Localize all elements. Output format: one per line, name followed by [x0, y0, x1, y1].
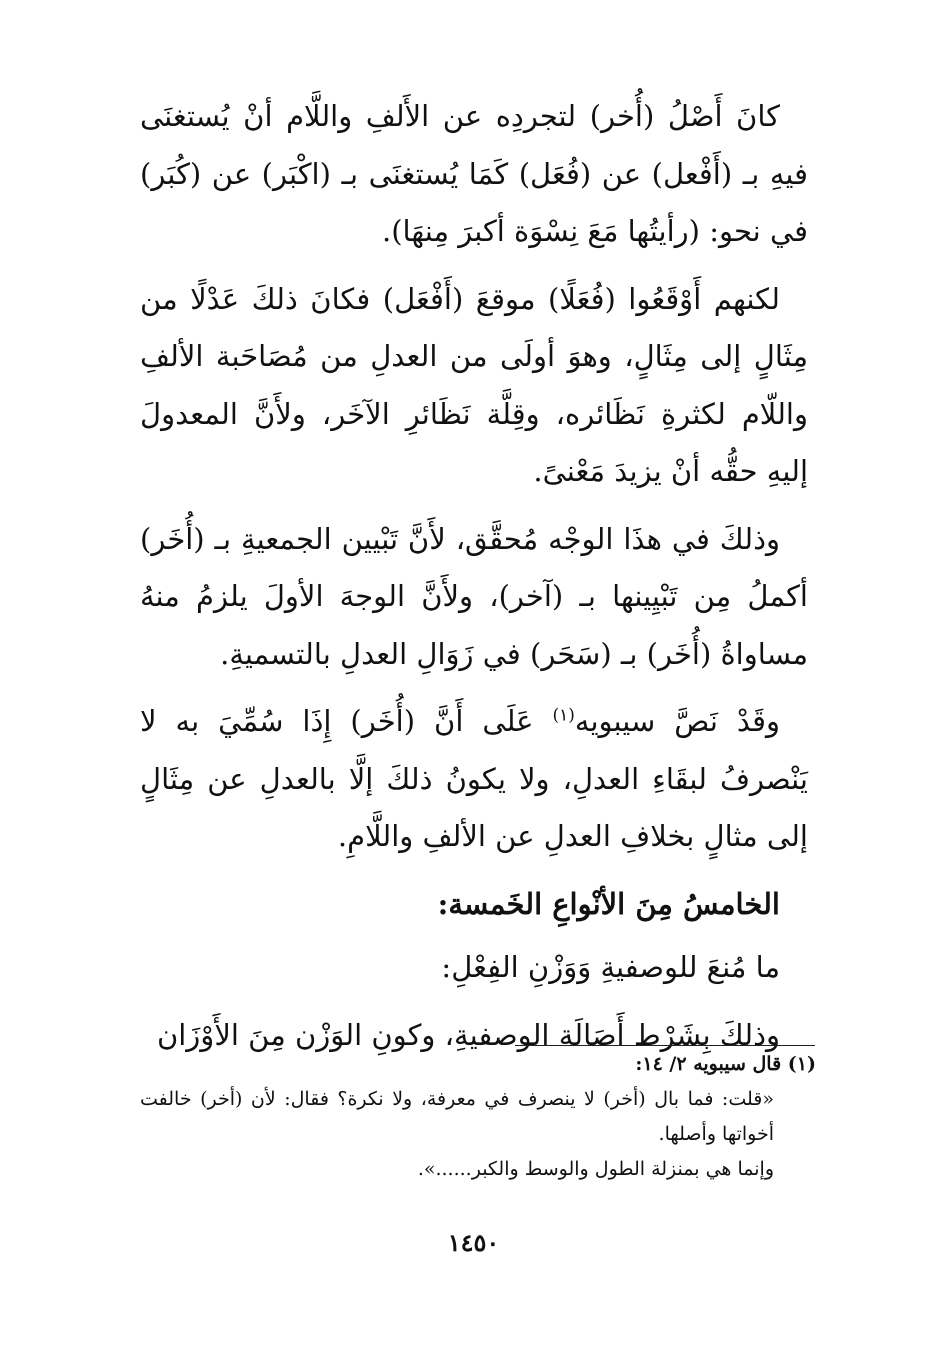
section-subheading: ما مُنعَ للوصفيةِ وَوَزْنِ الفِعْلِ:: [441, 950, 780, 984]
paragraph-4-start: وقَدْ نَصَّ سيبويه: [574, 704, 780, 738]
footnote-reference[interactable]: (١): [552, 705, 575, 726]
paragraph-3: وذلكَ في هذَا الوجْه مُحقَّق، لأَنَّ تَبْيين الجمعيةِ بـ (أُخَر) أكملُ مِن تَبْيِينها بـ (آخر)، ولأَنَّ الوجهَ الأولَ يلزمُ منهُ مساواةُ (أُخَر) بـ (سَحَر) في زَوَالِ العدلِ بالتسميةِ.: [140, 521, 808, 671]
footnote-quote: «قلت: فما بال (أخر) لا ينصرف في معرفة، ولا نكرة؟ فقال: لأن (أخر) خالفت أخواتها وأصلها.: [140, 1088, 774, 1145]
footnote-divider: [515, 1045, 815, 1046]
paragraph-5: وذلكَ بِشَرْط أَصَالَة الوصفيةِ، وكونِ الوَزْن مِنَ الأَوْزَان: [156, 1017, 780, 1052]
paragraph-2: لكنهم أَوْقَعُوا (فُعَلًا) موقعَ (أَفْعَل) فكانَ ذلكَ عَدْلًا من مِثَالٍ إلى مِثَالٍ، وهوَ أولَى من العدلِ من مُصَاحَبة الألفِ واللّام لكثرةِ نَظَائره، وقِلَّة نَظَائرِ الآخَر، ولأَنَّ المعدولَ إليهِ حقُّه أنْ يزيدَ مَعْنىً.: [140, 281, 808, 488]
footnotes: [140, 1047, 816, 1187]
paragraph-4: [140, 693, 808, 866]
footnote-title: (١) قال سيبويه ٢/ ١٤:: [635, 1053, 816, 1075]
paragraph-1: كانَ أَصْلُ (أُخر) لتجردِه عن الأَلفِ واللَّام أنْ يُستغنَى فيهِ بـ (أَفْعل) عن (فُعَل) كَمَا يُستغنَى بـ (اكْبَر) عن (كُبَر) في نحو: (رأيتُها مَعَ نِسْوَة أكبرَ مِنهَا).: [140, 99, 808, 248]
footnote-continuation: وإنما هي بمنزلة الطول والوسط والكبر......».: [417, 1158, 774, 1180]
paragraph-4-rest: عَلَى أَنَّ (أُخَر) إِذَا سُمِّيَ به لا يَنْصرفُ لبقَاءِ العدلِ، ولا يكونُ ذلكَ إلَّا بالعدلِ عن مِثَالٍ إلى مثالٍ بخلافِ العدلِ عن الألفِ واللَّامِ.: [140, 704, 808, 853]
page-number: ١٤٥٠: [447, 1228, 500, 1257]
main-text: [140, 88, 808, 1074]
section-heading: الخامسُ مِنَ الأنْواعِ الخَمسة:: [437, 886, 780, 921]
